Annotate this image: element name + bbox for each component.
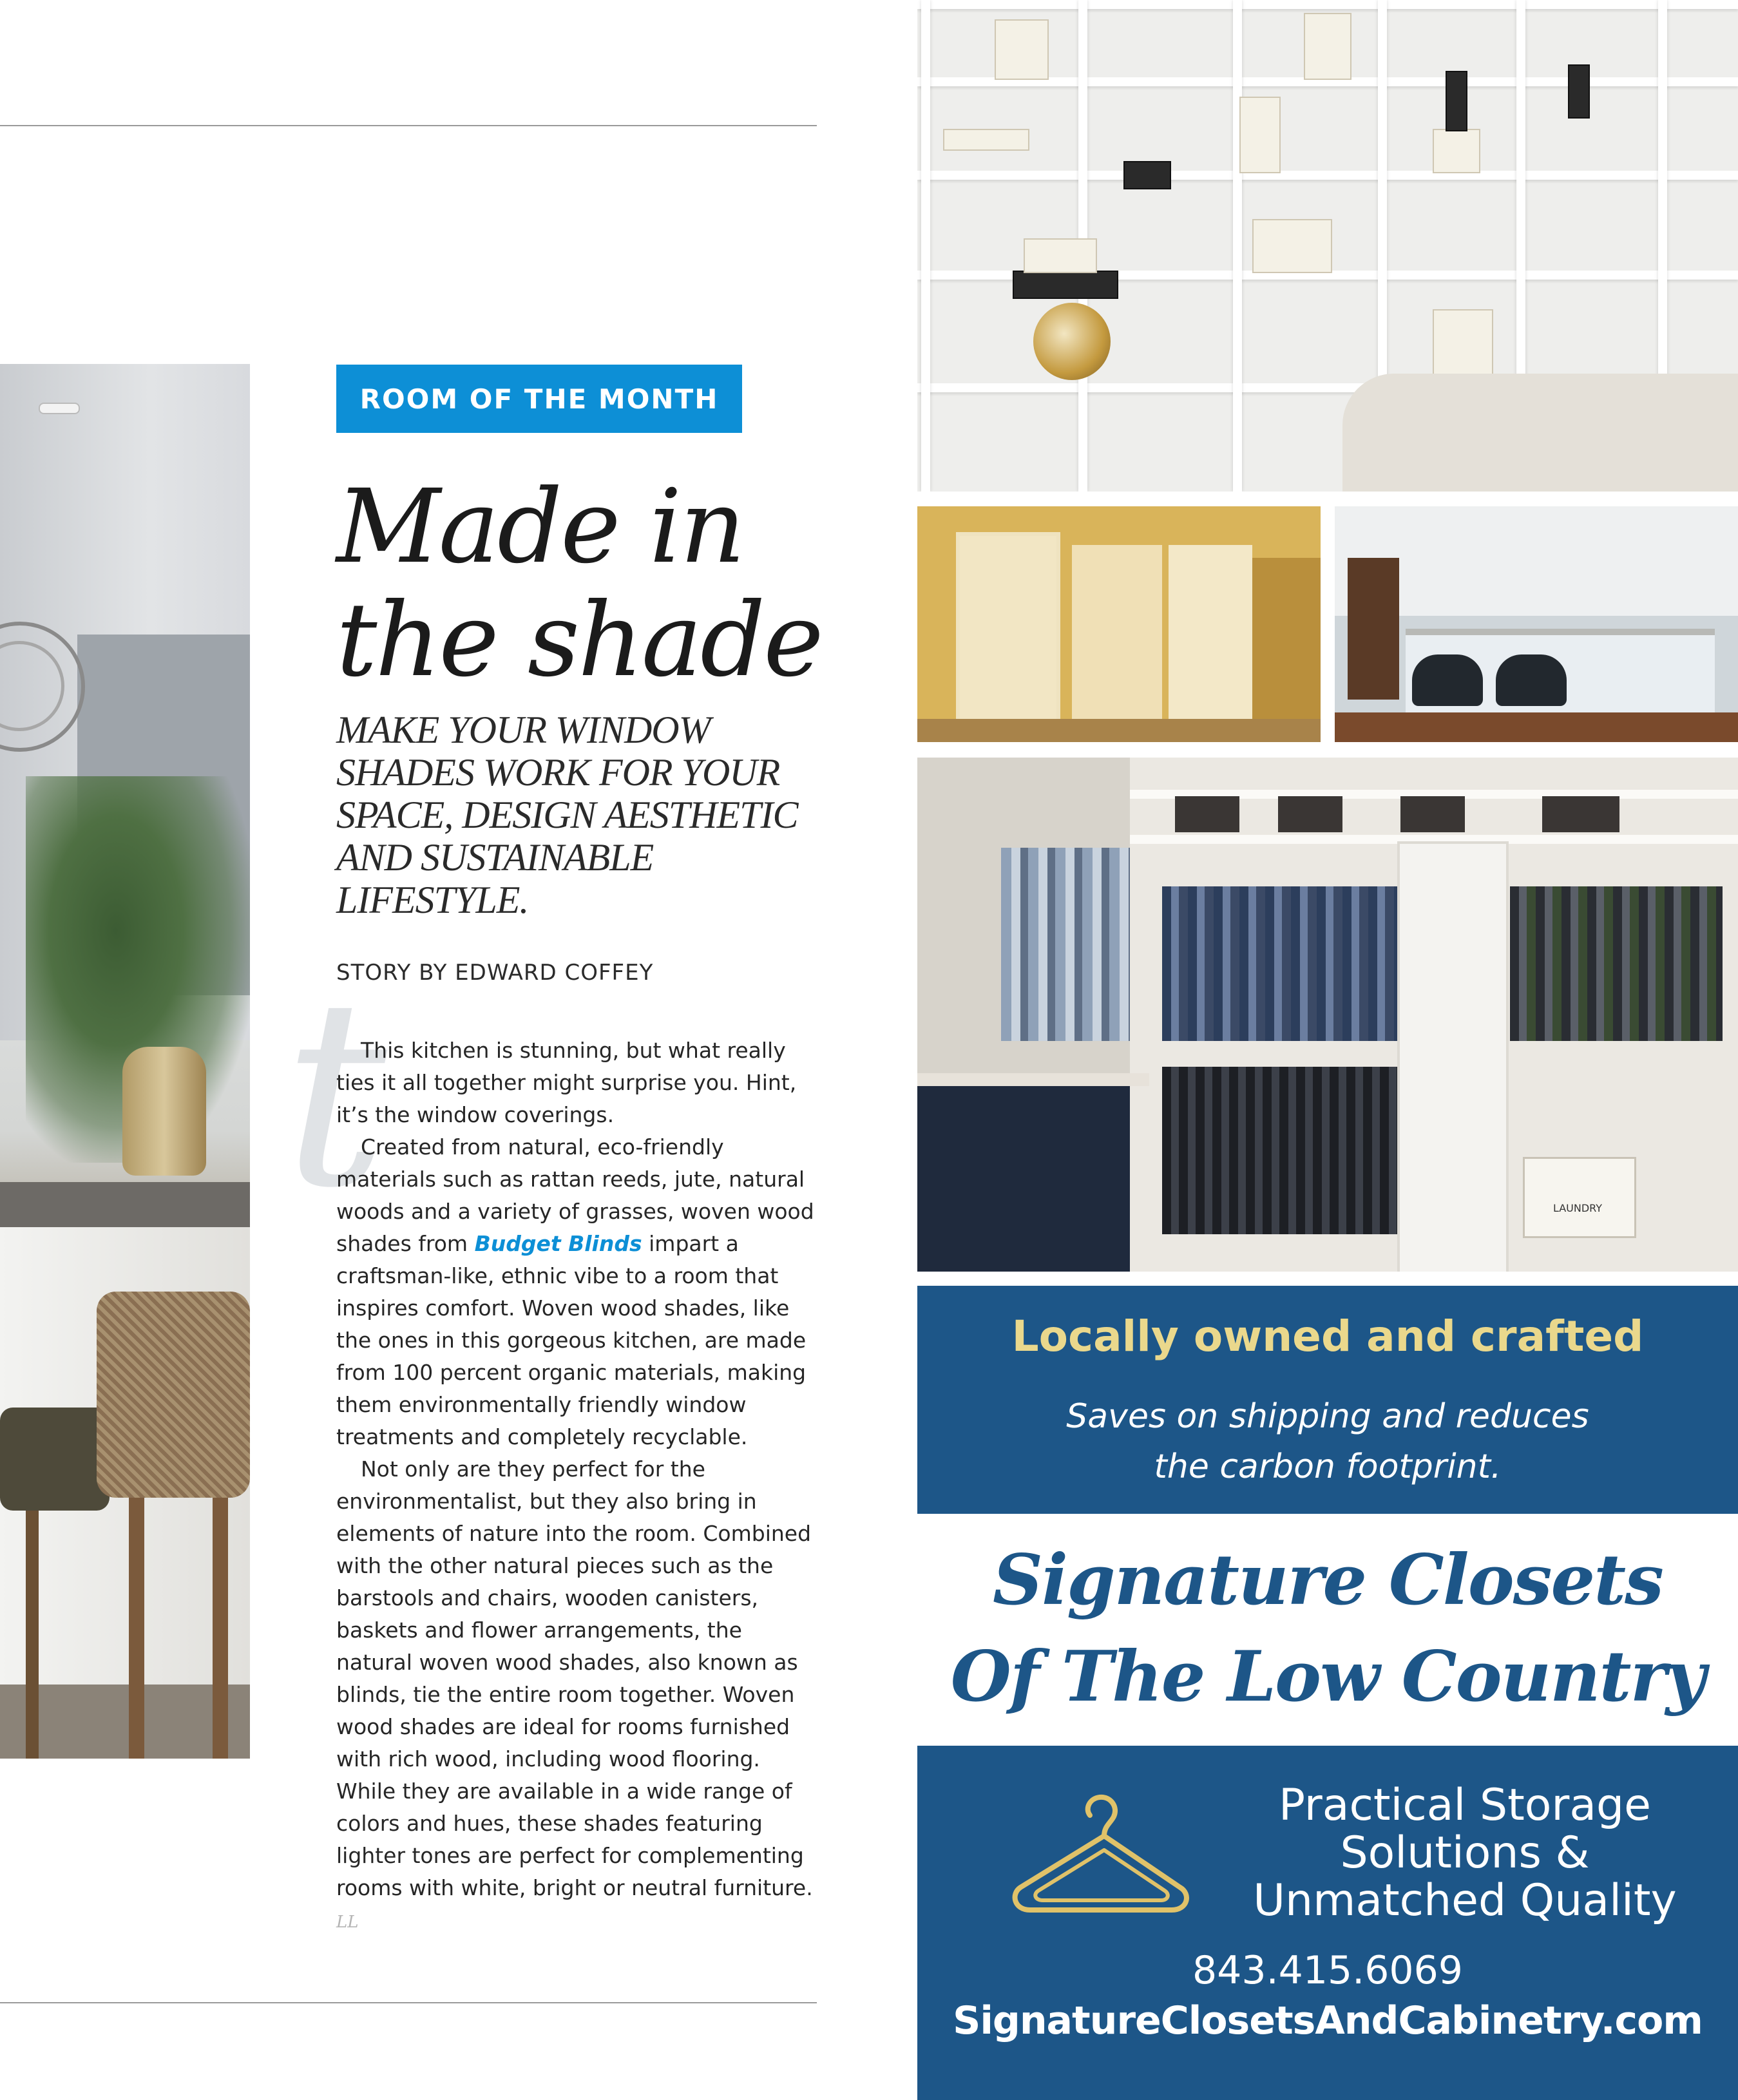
headline-line-2: the shade <box>336 581 822 700</box>
brand-line-2: Of The Low Country <box>950 1636 1705 1717</box>
bottom-rule <box>0 2002 817 2003</box>
ad-subline <box>917 1391 1738 1492</box>
byline: STORY BY EDWARD COFFEY <box>336 960 654 986</box>
ad-contact-panel <box>917 1746 1738 2100</box>
ad-quality-text: Practical Storage Solutions & Unmatched Quality <box>1253 1780 1677 1926</box>
kitchen-photo <box>0 364 250 1759</box>
paragraph-2: Created from natural, eco-friendly materials such as rattan reeds, jute, natural woods and a variety of grasses, woven wood shades from Budget Blinds impart a craftsman-like, ethnic vibe to a room that inspires comfort. Woven wood shades, like the ones in this gorgeous kitchen, are made from 100 percent organic materials, making them environmentally friendly window treatments and completely recyclable. <box>336 1134 814 1449</box>
ad-subline-2: the carbon footprint. <box>1154 1447 1502 1486</box>
ad-phone: 843.415.6069 <box>1192 1948 1463 1993</box>
headline-line-1: Made in <box>336 468 744 586</box>
kitchen-island-photo <box>1335 506 1738 742</box>
paragraph-3: Not only are they perfect for the environmentalist, but they also bring in elements of nature into the room. Combined with the other natural pieces such as the barstools and chairs, wooden canisters, baskets and flower arrangements, the natural woven wood shades, also known as blinds, tie the entire room together. Woven wood shades are ideal for rooms furnished with rich wood, including wood flooring. While they are available in a wide range of colors and hues, these shades featuring lighter tones are perfect for complementing rooms with white, bright or neutral furniture. LL <box>336 1456 813 1932</box>
deck: MAKE YOUR WINDOW SHADES WORK FOR YOUR SPACE, DESIGN AESTHETIC AND SUSTAINABLE LIFESTYLE. <box>336 709 798 921</box>
ad-headline: Locally owned and crafted <box>1011 1312 1644 1361</box>
laundry-label: LAUNDRY <box>1552 1202 1603 1214</box>
ad-headline-panel <box>917 1286 1738 1514</box>
ad-brand-panel <box>917 1514 1738 1746</box>
brand-line-1: Signature Closets <box>993 1540 1663 1621</box>
walk-in-closet-photo <box>917 758 1738 1272</box>
ad-subline-1: Saves on shipping and reduces <box>1066 1397 1589 1436</box>
bookshelves-photo <box>917 0 1738 492</box>
article-body <box>336 1035 819 1938</box>
section-tag: ROOM OF THE MONTH <box>336 365 742 433</box>
ad-website: SignatureClosetsAndCabinetry.com <box>953 1998 1703 2043</box>
top-rule <box>0 125 817 126</box>
hanger-icon <box>1007 1791 1194 1926</box>
headline <box>336 468 826 700</box>
paragraph-1: This kitchen is stunning, but what really ties it all together might surprise you. Hint, it’s the window coverings. <box>336 1038 797 1127</box>
budget-blinds-mention: Budget Blinds <box>474 1231 642 1256</box>
yellow-cabinetry-photo <box>917 506 1321 742</box>
end-mark: LL <box>336 1913 359 1932</box>
drop-cap: t <box>283 945 387 1245</box>
